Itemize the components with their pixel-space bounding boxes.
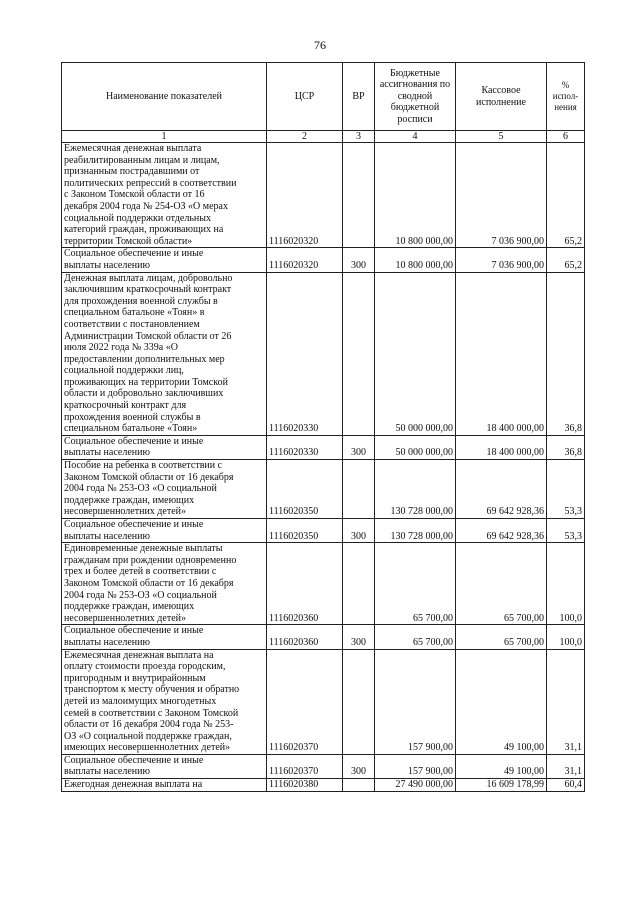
row-pct-cell: 36,8 — [547, 435, 585, 459]
table-row — [62, 754, 585, 778]
row-pct-cell: 65,2 — [547, 248, 585, 272]
column-number: 5 — [456, 131, 547, 143]
row-cash-cell: 49 100,00 — [456, 649, 547, 754]
row-vr-cell: 300 — [343, 625, 375, 649]
row-cash-cell: 65 700,00 — [456, 543, 547, 625]
row-name-cell: Денежная выплата лицам, добровольно заключившим краткосрочный контракт для прохождения военной службы в специальном батальоне «Тоян» в соответствии с постановлением Администрации Томской области от 26 июля 2022 года № 339а «О предоставлении дополнительных мер социальной поддержки лиц, проживающих на территории Томской области и добровольно заключивших краткосрочный контракт для прохождения военной службы в специальном батальоне «Тоян» — [62, 272, 267, 435]
row-vr-cell — [343, 272, 375, 435]
row-vr-cell — [343, 543, 375, 625]
column-number: 2 — [267, 131, 343, 143]
row-budget-cell: 27 490 000,00 — [375, 779, 456, 792]
table-row — [62, 625, 585, 649]
row-pct-cell: 31,1 — [547, 649, 585, 754]
row-budget-cell: 130 728 000,00 — [375, 460, 456, 519]
row-vr-cell — [343, 460, 375, 519]
table-row — [62, 519, 585, 543]
row-vr-cell: 300 — [343, 435, 375, 459]
column-number: 6 — [547, 131, 585, 143]
row-vr-cell — [343, 779, 375, 792]
row-budget-cell: 10 800 000,00 — [375, 248, 456, 272]
row-name-cell: Ежемесячная денежная выплата на оплату стоимости проезда городским, пригородным и внутрирайонным транспортом к месту обучения и обратно детей из малоимущих многодетных семей в соответствии с Законом Томской области от 16 декабря 2004 года № 253- ОЗ «О социальной поддержке граждан, имеющих несовершеннолетних детей» — [62, 649, 267, 754]
table-row — [62, 543, 585, 625]
row-pct-cell: 53,3 — [547, 460, 585, 519]
row-name-cell: Социальное обеспечение и иные выплаты населению — [62, 519, 267, 543]
row-pct-cell: 53,3 — [547, 519, 585, 543]
row-name-cell: Социальное обеспечение и иные выплаты населению — [62, 248, 267, 272]
row-budget-cell: 130 728 000,00 — [375, 519, 456, 543]
row-name-cell: Единовременные денежные выплаты гражданам при рождении одновременно трех и более детей в соответствии с Законом Томской области от 16 декабря 2004 года № 253-ОЗ «О социальной поддержке граждан, имеющих несовершеннолетних детей» — [62, 543, 267, 625]
row-vr-cell: 300 — [343, 754, 375, 778]
row-csr-cell: 1116020330 — [267, 435, 343, 459]
header-cash: Кассовое исполнение — [456, 63, 547, 131]
row-cash-cell: 16 609 178,99 — [456, 779, 547, 792]
table-row — [62, 779, 585, 792]
table-row — [62, 649, 585, 754]
table-row — [62, 248, 585, 272]
row-csr-cell: 1116020370 — [267, 754, 343, 778]
row-csr-cell: 1116020320 — [267, 143, 343, 248]
row-name-cell: Социальное обеспечение и иные выплаты населению — [62, 435, 267, 459]
row-name-cell: Пособие на ребенка в соответствии с Законом Томской области от 16 декабря 2004 года № 253-ОЗ «О социальной поддержке граждан, имеющих несовершеннолетних детей» — [62, 460, 267, 519]
row-cash-cell: 49 100,00 — [456, 754, 547, 778]
table-row — [62, 435, 585, 459]
column-number: 4 — [375, 131, 456, 143]
row-budget-cell: 50 000 000,00 — [375, 272, 456, 435]
row-csr-cell: 1116020360 — [267, 625, 343, 649]
row-pct-cell: 36,8 — [547, 272, 585, 435]
header-pct: % испол-нения — [547, 63, 585, 131]
row-pct-cell: 100,0 — [547, 543, 585, 625]
header-csr: ЦСР — [267, 63, 343, 131]
row-pct-cell: 100,0 — [547, 625, 585, 649]
row-budget-cell: 157 900,00 — [375, 754, 456, 778]
row-vr-cell: 300 — [343, 248, 375, 272]
row-cash-cell: 69 642 928,36 — [456, 519, 547, 543]
header-vr: ВР — [343, 63, 375, 131]
table-row — [62, 143, 585, 248]
row-budget-cell: 65 700,00 — [375, 543, 456, 625]
row-cash-cell: 18 400 000,00 — [456, 272, 547, 435]
row-csr-cell: 1116020320 — [267, 248, 343, 272]
row-vr-cell: 300 — [343, 519, 375, 543]
row-pct-cell: 31,1 — [547, 754, 585, 778]
row-budget-cell: 65 700,00 — [375, 625, 456, 649]
row-budget-cell: 50 000 000,00 — [375, 435, 456, 459]
row-csr-cell: 1116020350 — [267, 519, 343, 543]
table-row — [62, 460, 585, 519]
header-name: Наименование показателей — [62, 63, 267, 131]
header-budget: Бюджетные ассигнования по сводной бюджетной росписи — [375, 63, 456, 131]
row-csr-cell: 1116020350 — [267, 460, 343, 519]
column-number: 1 — [62, 131, 267, 143]
row-pct-cell: 65,2 — [547, 143, 585, 248]
row-vr-cell — [343, 143, 375, 248]
row-cash-cell: 7 036 900,00 — [456, 248, 547, 272]
row-cash-cell: 65 700,00 — [456, 625, 547, 649]
row-csr-cell: 1116020330 — [267, 272, 343, 435]
row-cash-cell: 69 642 928,36 — [456, 460, 547, 519]
page-number: 76 — [314, 38, 326, 52]
budget-execution-table — [61, 62, 585, 792]
column-number: 3 — [343, 131, 375, 143]
row-csr-cell: 1116020370 — [267, 649, 343, 754]
row-cash-cell: 18 400 000,00 — [456, 435, 547, 459]
row-budget-cell: 157 900,00 — [375, 649, 456, 754]
row-csr-cell: 1116020360 — [267, 543, 343, 625]
row-name-cell: Ежегодная денежная выплата на — [62, 779, 267, 792]
row-csr-cell: 1116020380 — [267, 779, 343, 792]
row-vr-cell — [343, 649, 375, 754]
row-cash-cell: 7 036 900,00 — [456, 143, 547, 248]
row-budget-cell: 10 800 000,00 — [375, 143, 456, 248]
row-pct-cell: 60,4 — [547, 779, 585, 792]
row-name-cell: Социальное обеспечение и иные выплаты населению — [62, 754, 267, 778]
row-name-cell: Ежемесячная денежная выплата реабилитированным лицам и лицам, признанным пострадавшими от политических репрессий в соответствии с Законом Томской области от 16 декабря 2004 года № 254-ОЗ «О мерах социальной поддержки отдельных категорий граждан, проживающих на территории Томской области» — [62, 143, 267, 248]
table-row — [62, 272, 585, 435]
row-name-cell: Социальное обеспечение и иные выплаты населению — [62, 625, 267, 649]
